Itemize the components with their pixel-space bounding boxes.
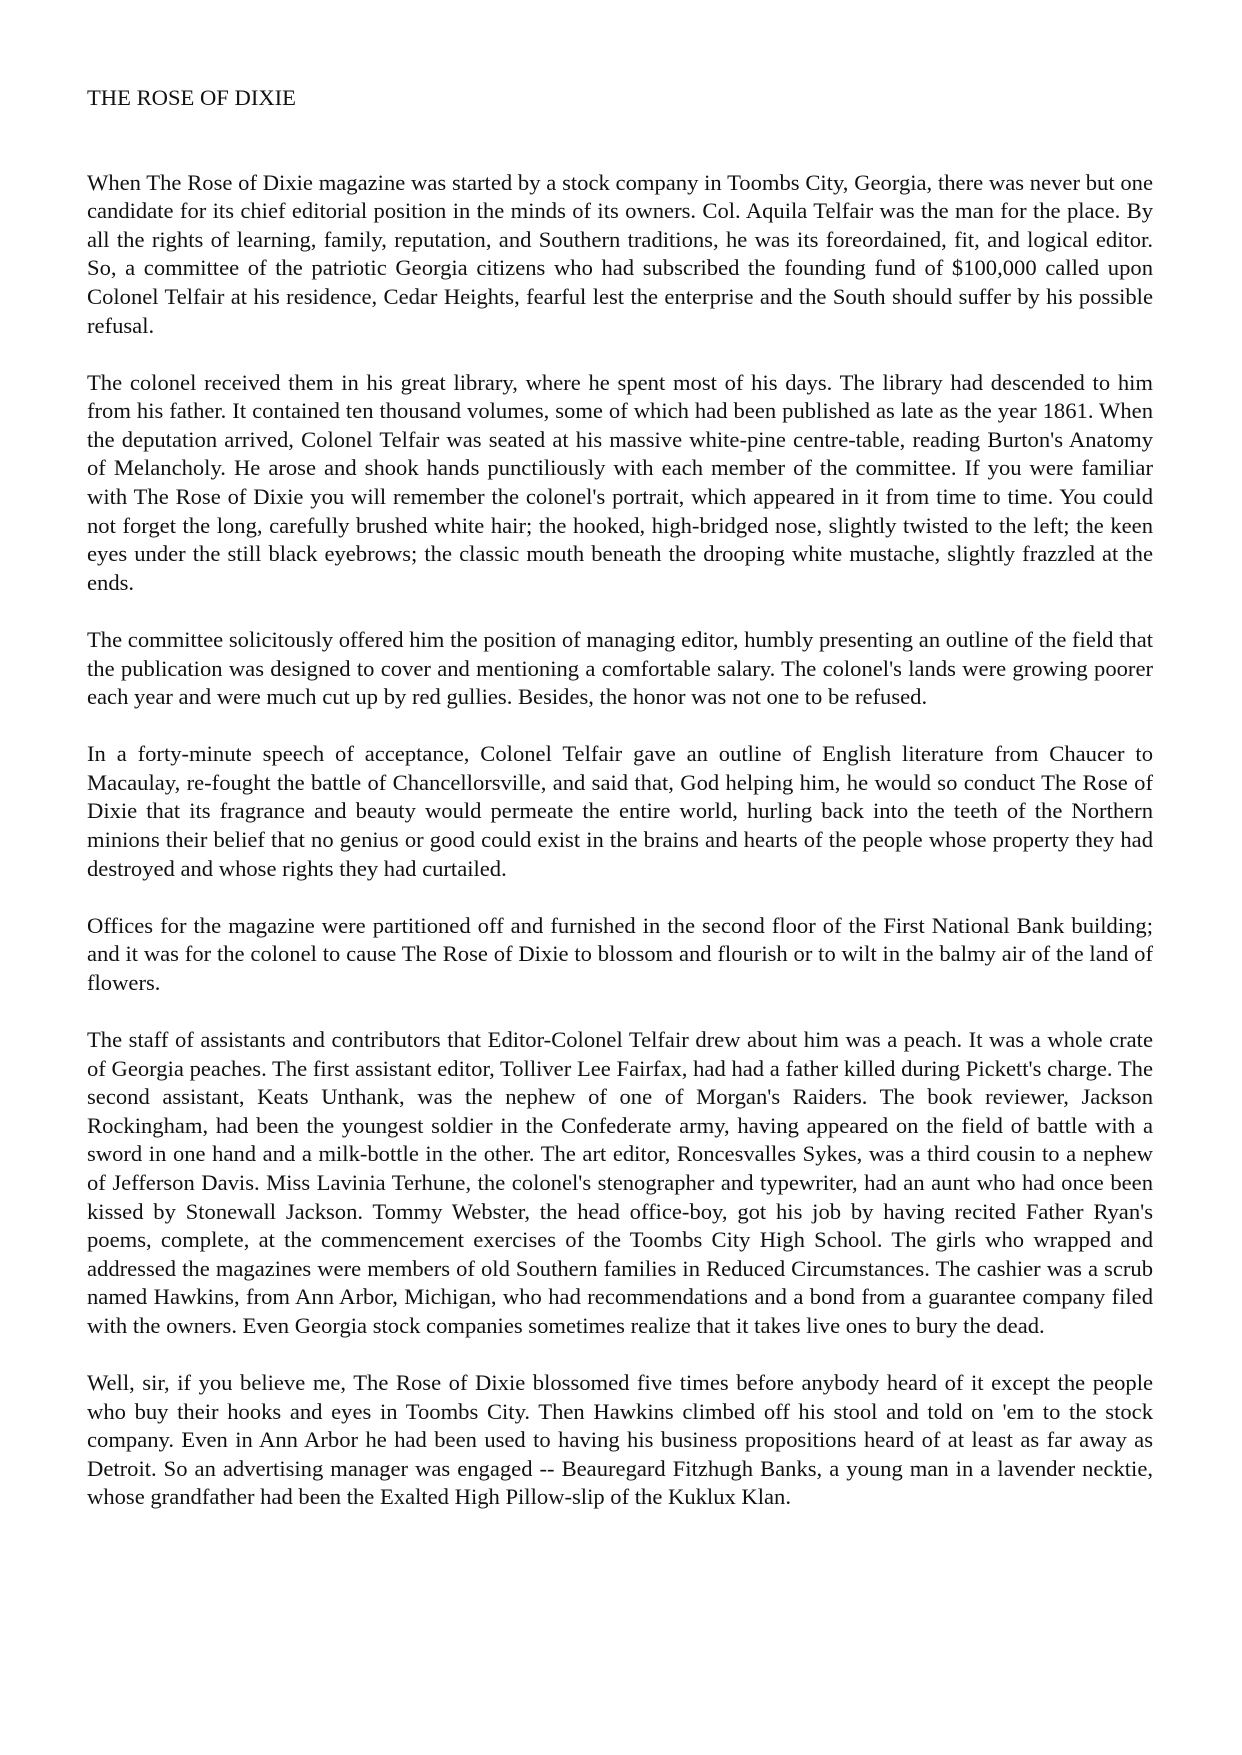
paragraph: The staff of assistants and contributors that Editor-Colonel Telfair drew about him was a peach. It was a whole crate of Georgia peaches. The first assistant editor, Tolliver Lee Fairfax, had had a father killed during Pickett's charge. The second assistant, Keats Unthank, was the nephew of one of Morgan's Raiders. The book reviewer, Jackson Rockingham, had been the youngest soldier in the Confederate army, having appeared on the field of battle with a sword in one hand and a milk-bottle in the other. The art editor, Roncesvalles Sykes, was a third cousin to a nephew of Jefferson Davis. Miss Lavinia Terhune, the colonel's stenographer and typewriter, had an aunt who had once been kissed by Stonewall Jackson. Tommy Webster, the head office-boy, got his job by having recited Father Ryan's poems, complete, at the commencement exercises of the Toombs City High School. The girls who wrapped and addressed the magazines were members of old Southern families in Reduced Circumstances. The cashier was a scrub named Hawkins, from Ann Arbor, Michigan, who had recommendations and a bond from a guarantee company filed with the owners. Even Georgia stock companies sometimes realize that it takes live ones to bury the dead.	[87, 1026, 1153, 1338]
paragraph: Offices for the magazine were partitioned off and furnished in the second floor of the First National Bank building; and it was for the colonel to cause The Rose of Dixie to blossom and flourish or to wilt in the balmy air of the land of flowers.	[87, 912, 1153, 995]
paragraph: When The Rose of Dixie magazine was started by a stock company in Toombs City, Georgia, there was never but one candidate for its chief editorial position in the minds of its owners. Col. Aquila Telfair was the man for the place. By all the rights of learning, family, reputation, and Southern traditions, he was its foreordained, fit, and logical editor. So, a committee of the patriotic Georgia citizens who had subscribed the founding fund of $100,000 called upon Colonel Telfair at his residence, Cedar Heights, fearful lest the enterprise and the South should suffer by his possible refusal.	[87, 169, 1153, 338]
paragraph: In a forty-minute speech of acceptance, Colonel Telfair gave an outline of English literature from Chaucer to Macaulay, re-fought the battle of Chancellorsville, and said that, God helping him, he would so conduct The Rose of Dixie that its fragrance and beauty would permeate the entire world, hurling back into the teeth of the Northern minions their belief that no genius or good could exist in the brains and hearts of the people whose property they had destroyed and whose rights they had curtailed.	[87, 741, 1153, 881]
document-page	[87, 84, 1153, 1540]
paragraph: Well, sir, if you believe me, The Rose of Dixie blossomed five times before anybody heard of it except the people who buy their hooks and eyes in Toombs City. Then Hawkins climbed off his stool and told on 'em to the stock company. Even in Ann Arbor he had been used to having his business propositions heard of at least as far away as Detroit. So an advertising manager was engaged -- Beauregard Fitzhugh Banks, a young man in a lavender necktie, whose grandfather had been the Exalted High Pillow-slip of the Kuklux Klan.	[87, 1369, 1153, 1510]
paragraph: The committee solicitously offered him the position of managing editor, humbly presenting an outline of the field that the publication was designed to cover and mentioning a comfortable salary. The colonel's lands were growing poorer each year and were much cut up by red gullies. Besides, the honor was not one to be refused.	[87, 626, 1153, 710]
document-title: THE ROSE OF DIXIE	[87, 85, 296, 110]
paragraph: The colonel received them in his great library, where he spent most of his days. The library had descended to him from his father. It contained ten thousand volumes, some of which had been published as late as the year 1861. When the deputation arrived, Colonel Telfair was seated at his massive white-pine centre-table, reading Burton's Anatomy of Melancholy. He arose and shook hands punctiliously with each member of the committee. If you were familiar with The Rose of Dixie you will remember the colonel's portrait, which appeared in it from time to time. You could not forget the long, carefully brushed white hair; the hooked, high-bridged nose, slightly twisted to the left; the keen eyes under the still black eyebrows; the classic mouth beneath the drooping white mustache, slightly frazzled at the ends.	[87, 369, 1153, 595]
